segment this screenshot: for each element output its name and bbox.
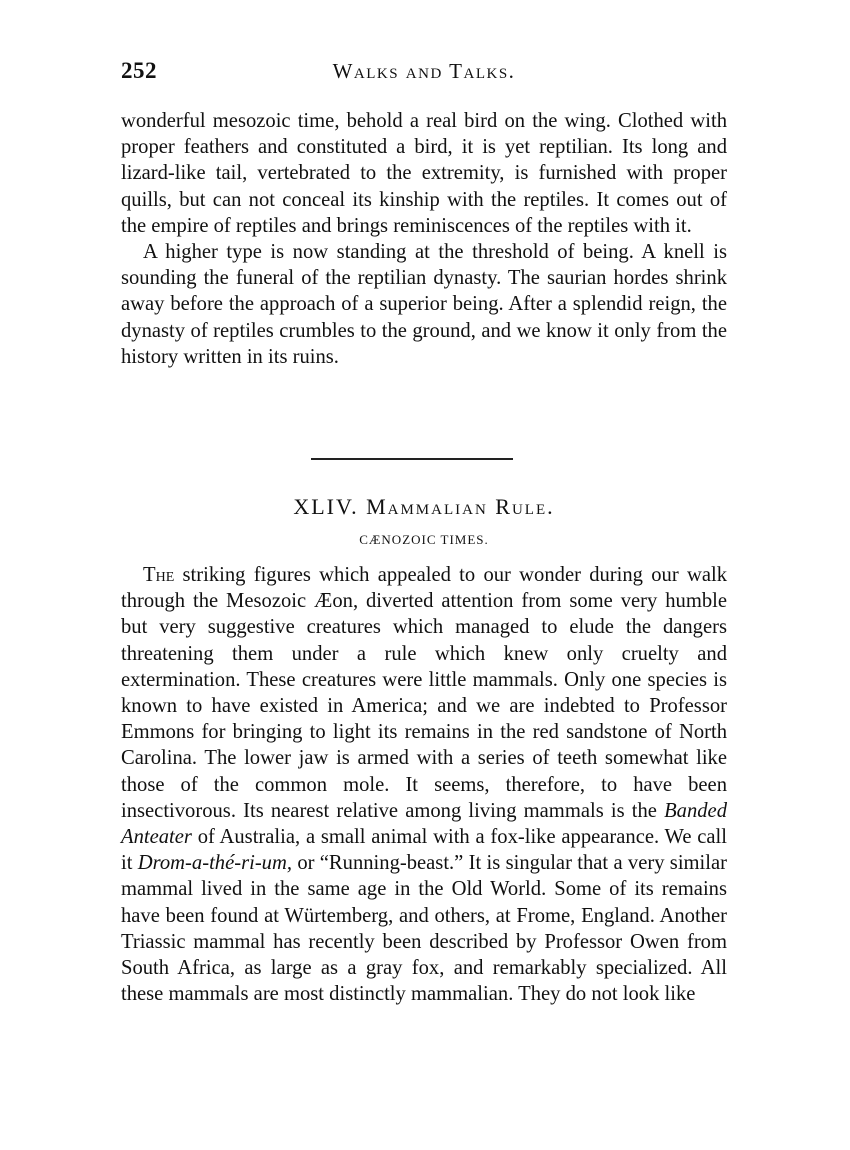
continued-text	[121, 108, 727, 370]
paragraph-higher-type: A higher type is now standing at the threshold of being. A knell is sounding the funeral of the reptilian dynasty. The saurian hordes shrink away before the approach of a superior being. After a splendid reign, the dynasty of reptiles crumbles to the ground, and we know it only from the history written in its ruins.	[121, 241, 727, 368]
running-head: Walks and Talks.	[332, 59, 516, 83]
page-number: 252	[121, 58, 157, 83]
italic-banded-anteater: Banded Anteater	[121, 799, 727, 849]
section-body	[121, 562, 727, 1007]
section-title: XLIV. Mammalian Rule.	[293, 494, 555, 519]
paragraph-continued: wonderful mesozoic time, behold a real bird on the wing. Clothed with proper feathers and constituted a bird, it is yet reptilian. Its long and lizard-like tail, vertebrated to the extremity, is furnished with proper quills, but can not conceal its kinship with the reptiles. It comes out of the empire of reptiles and brings reminiscences of the reptiles with it.	[121, 110, 727, 237]
body-text-1: striking figures which appealed to our wonder during our walk through the Mesozoic Æon, diverted attention from some very humble but very suggestive creatures which managed to elude the dangers threatening them under a rule which knew only cruelty and extermination. These creatures were little mammals. Only one species is known to have existed in America; and we are indebted to Professor Emmons for bringing to light its remains in the red sandstone of North Carolina. The lower jaw is armed with a series of teeth somewhat like those of the common mole. It seems, therefore, to have been insectivorous. Its nearest relative among living mammals is the	[121, 564, 727, 822]
lead-word: The	[143, 564, 175, 586]
italic-dromatherium: Drom-a-thé-ri-um,	[137, 852, 292, 875]
section-divider	[311, 458, 513, 460]
section-subtitle: CÆNOZOIC TIMES.	[359, 532, 489, 547]
paragraph-mammals	[121, 562, 727, 1007]
body-text-2: of Australia, a small animal with a fox-like appearance. We call it	[121, 826, 727, 875]
body-text-3: or “Running-beast.” It is singular that a very similar mammal lived in the same age in the Old World. Some of its remains have been found at Würtemberg, and others, at Frome, England. Another Triassic mammal has recently been described by Professor Owen from South Africa, as large as a gray fox, and remarkably specialized. All these mammals are most distinctly mammalian. They do not look like	[121, 852, 727, 1006]
page-header	[121, 58, 727, 90]
